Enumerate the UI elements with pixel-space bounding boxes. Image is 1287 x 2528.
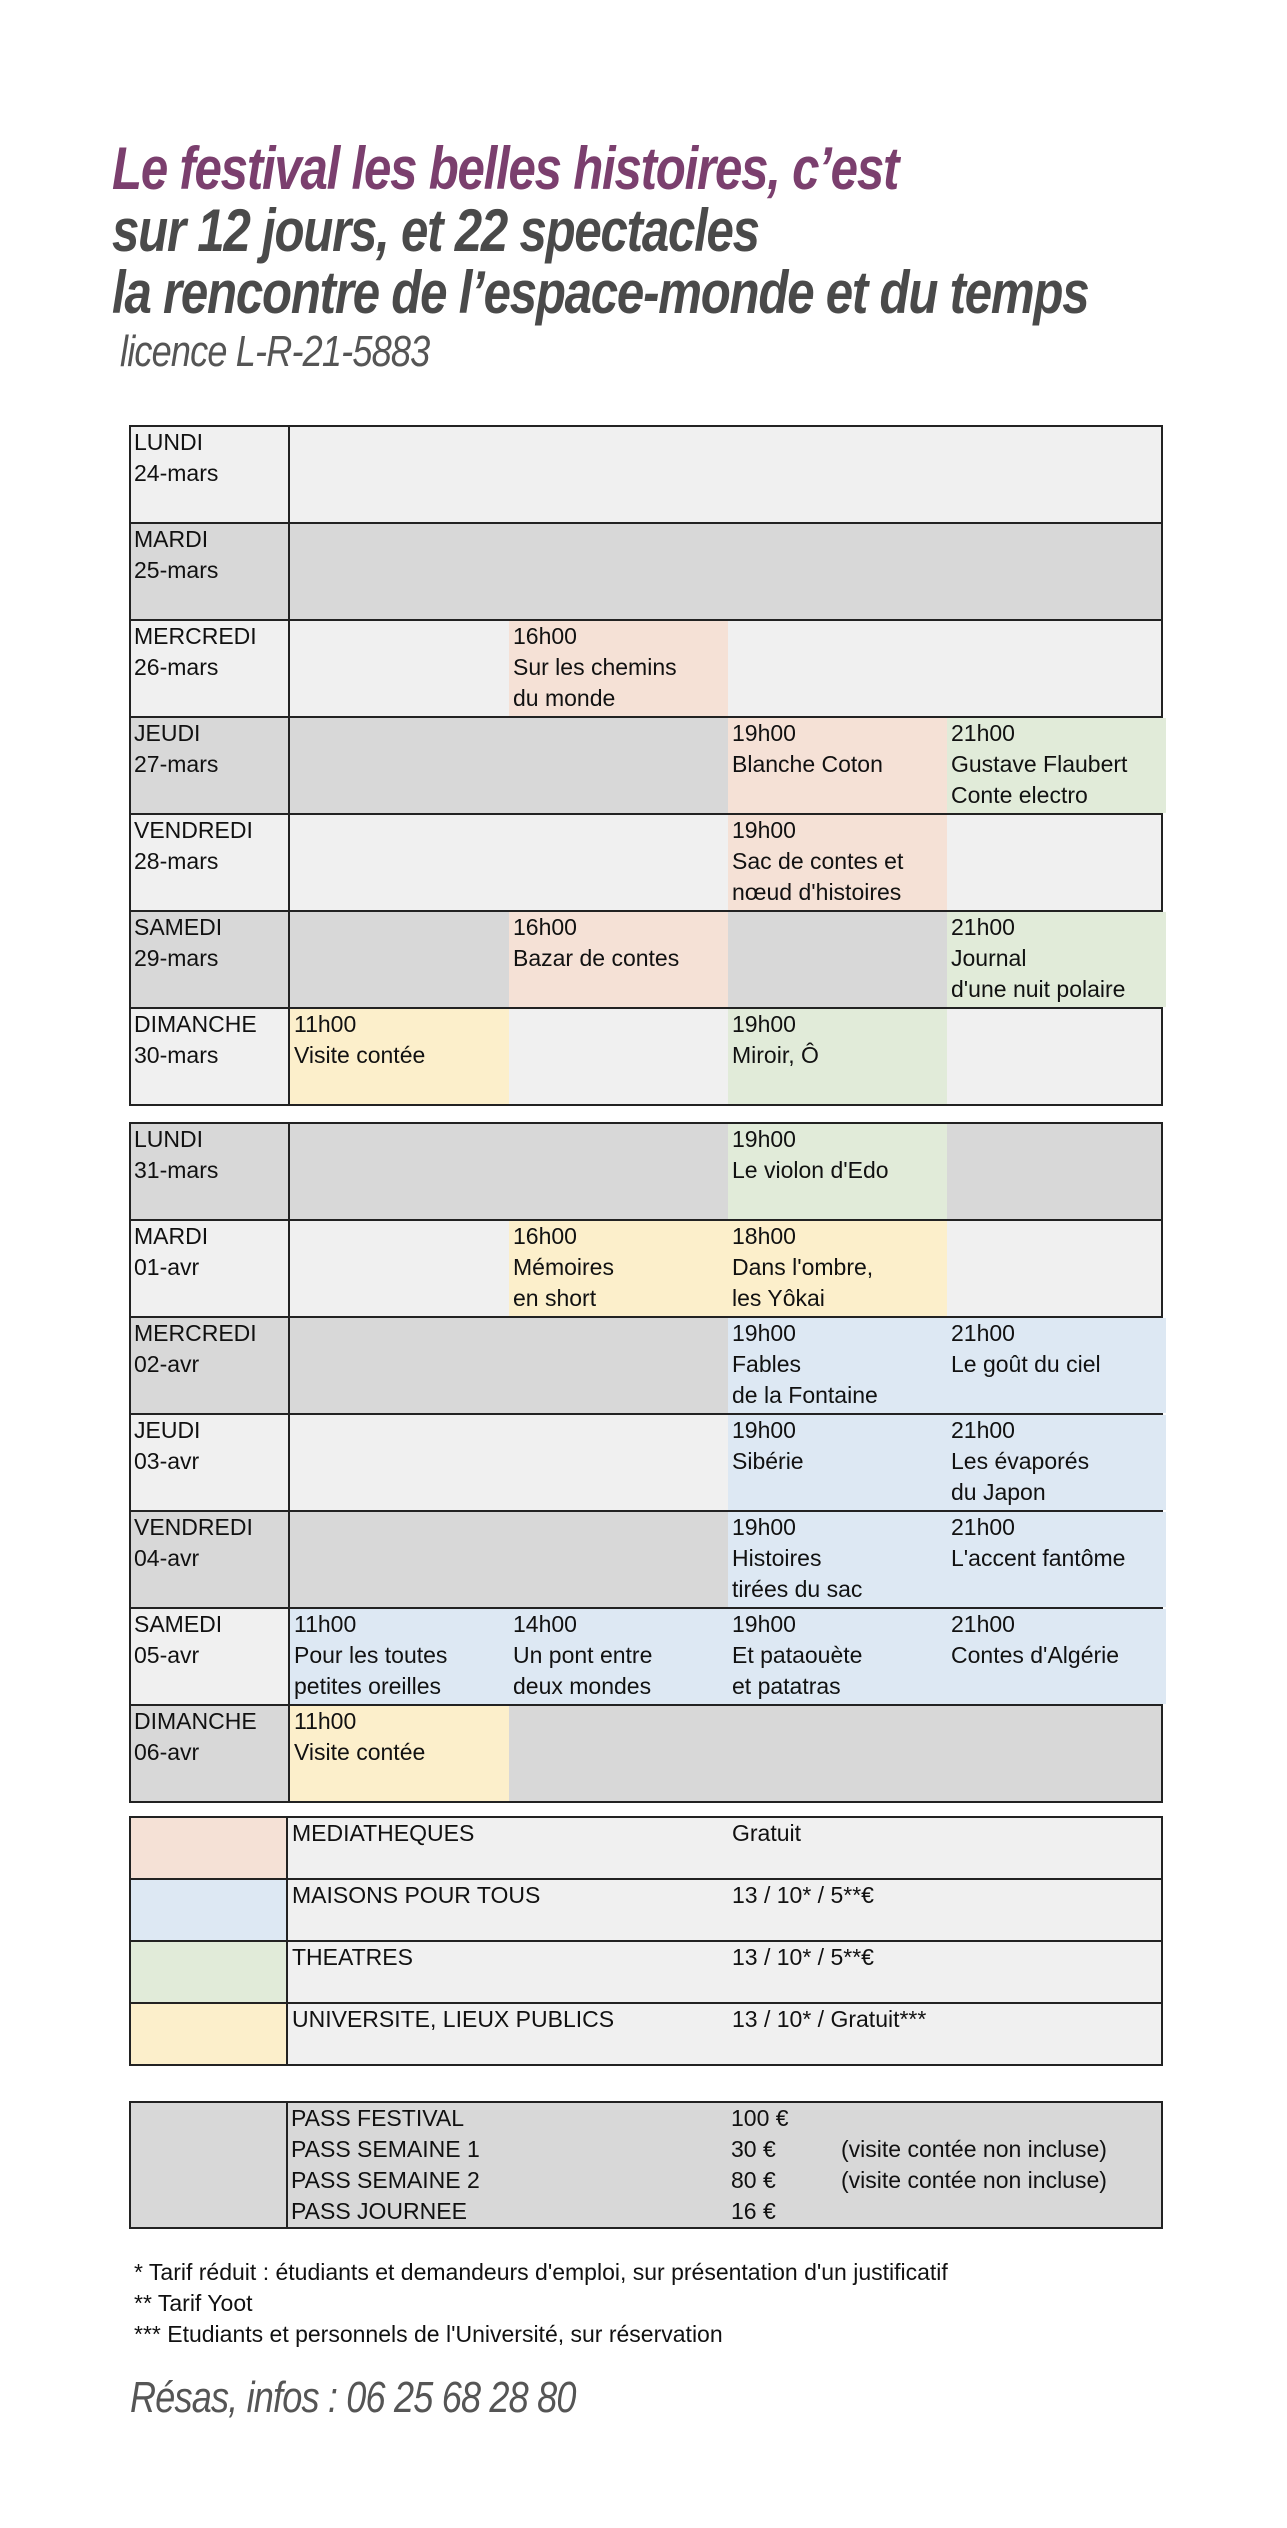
events-grid (290, 815, 1161, 910)
day-name: MERCREDI (134, 1320, 257, 1346)
empty-slot (509, 1415, 728, 1510)
event-time: 21h00 (951, 1611, 1015, 1637)
event-time: 21h00 (951, 914, 1015, 940)
events-grid (290, 718, 1161, 813)
empty-slot (728, 621, 947, 716)
event-slot (290, 1009, 509, 1104)
day-name: SAMEDI (134, 1611, 223, 1637)
day-date: 27-mars (134, 751, 219, 777)
day-date: 02-avr (134, 1351, 200, 1377)
pass-label: PASS SEMAINE 1 (291, 2136, 480, 2162)
events-grid (290, 1415, 1161, 1510)
pass-label: PASS FESTIVAL (291, 2105, 464, 2131)
legend-price: 13 / 10* / 5**€ (732, 1944, 874, 1970)
empty-slot (290, 1318, 509, 1413)
pass-row (291, 2103, 841, 2134)
day-row (130, 1317, 1162, 1414)
day-cell (130, 1317, 289, 1414)
events-cell (289, 1220, 1162, 1317)
day-row (130, 911, 1162, 1008)
event-title: Contes d'Algérie (951, 1642, 1120, 1668)
empty-slot (290, 912, 509, 1007)
event-time: 19h00 (732, 1611, 796, 1637)
legend-swatch (130, 1941, 287, 2003)
event-slot (509, 912, 728, 1007)
event-time: 11h00 (294, 1708, 357, 1734)
day-row (130, 426, 1162, 523)
empty-slot (947, 621, 1166, 716)
legend-price: 13 / 10* / 5**€ (732, 1882, 874, 1908)
event-slot (728, 1609, 947, 1704)
event-title: Sibérie (732, 1448, 804, 1474)
empty-slot (290, 1124, 509, 1219)
day-cell (130, 717, 289, 814)
event-time: 16h00 (513, 1223, 577, 1249)
legend-price: 13 / 10* / Gratuit*** (732, 2006, 927, 2032)
day-cell (130, 1414, 289, 1511)
event-title: Pour les toutes petites oreilles (294, 1642, 448, 1699)
legend-label: THEATRES (292, 1944, 413, 1970)
empty-slot (290, 1512, 509, 1607)
title-line-1: Le festival les belles histoires, c’est (112, 135, 899, 202)
day-date: 24-mars (134, 460, 219, 486)
empty-slot (290, 621, 509, 716)
day-name: MARDI (134, 526, 209, 552)
event-slot (728, 1415, 947, 1510)
event-title: Le goût du ciel (951, 1351, 1101, 1377)
title-line-3: la rencontre de l’espace-monde et du temps (112, 259, 1089, 326)
event-title: Miroir, Ô (732, 1042, 819, 1068)
event-slot (728, 1318, 947, 1413)
event-time: 19h00 (732, 1417, 796, 1443)
day-date: 30-mars (134, 1042, 219, 1068)
day-row (130, 1123, 1162, 1220)
events-cell (289, 1123, 1162, 1220)
day-cell (130, 1511, 289, 1608)
day-row (130, 1705, 1162, 1802)
empty-slot (290, 718, 509, 813)
event-slot (509, 1221, 728, 1316)
pass-label: PASS SEMAINE 2 (291, 2167, 480, 2193)
empty-slot (509, 815, 728, 910)
empty-slot (728, 912, 947, 1007)
events-cell (289, 523, 1162, 620)
event-title: Le violon d'Edo (732, 1157, 889, 1183)
event-title: Dans l'ombre, les Yôkai (732, 1254, 874, 1311)
event-slot (290, 1706, 509, 1801)
empty-slot (947, 1124, 1166, 1219)
schedule-week-1 (129, 425, 1163, 1106)
empty-slot (290, 524, 509, 619)
day-date: 31-mars (134, 1157, 219, 1183)
day-date: 06-avr (134, 1739, 200, 1765)
event-time: 19h00 (732, 1126, 796, 1152)
legend-text (287, 1879, 1162, 1941)
legend-label: MEDIATHEQUES (292, 1820, 475, 1846)
day-name: LUNDI (134, 1126, 204, 1152)
events-cell (289, 911, 1162, 1008)
day-row (130, 1414, 1162, 1511)
legend-label: UNIVERSITE, LIEUX PUBLICS (292, 2006, 615, 2032)
day-name: MERCREDI (134, 623, 257, 649)
event-title: Sur les chemins du monde (513, 654, 677, 711)
event-title: Journal d'une nuit polaire (951, 945, 1126, 1002)
empty-slot (947, 815, 1166, 910)
event-title: Les évaporés du Japon (951, 1448, 1090, 1505)
empty-slot (290, 427, 509, 522)
empty-slot (509, 1009, 728, 1104)
day-name: MARDI (134, 1223, 209, 1249)
pass-price: 100 € (731, 2105, 789, 2131)
event-slot (947, 718, 1166, 813)
pass-note: (visite contée non incluse) (841, 2136, 1107, 2162)
day-row (130, 1608, 1162, 1705)
event-time: 19h00 (732, 720, 796, 746)
day-date: 28-mars (134, 848, 219, 874)
event-title: Blanche Coton (732, 751, 883, 777)
day-row (130, 1220, 1162, 1317)
events-cell (289, 1608, 1162, 1705)
legend-row (130, 1817, 1162, 1879)
legend-swatch (130, 1817, 287, 1879)
event-slot (728, 1221, 947, 1316)
empty-slot (728, 427, 947, 522)
day-cell (130, 1123, 289, 1220)
legend-row (130, 1879, 1162, 1941)
day-row (130, 717, 1162, 814)
events-cell (289, 426, 1162, 523)
day-cell (130, 620, 289, 717)
day-date: 01-avr (134, 1254, 200, 1280)
pass-price: 30 € (731, 2136, 776, 2162)
events-grid (290, 912, 1161, 1007)
event-time: 11h00 (294, 1011, 357, 1037)
schedule-week-2 (129, 1122, 1163, 1803)
licence-number: licence L-R-21-5883 (120, 327, 430, 376)
event-time: 19h00 (732, 817, 796, 843)
day-date: 04-avr (134, 1545, 200, 1571)
event-slot (728, 1124, 947, 1219)
events-grid (290, 1609, 1161, 1704)
day-cell (130, 1008, 289, 1105)
empty-slot (290, 1221, 509, 1316)
footnote: ** Tarif Yoot (134, 2290, 253, 2316)
day-name: JEUDI (134, 1417, 201, 1443)
empty-slot (509, 1512, 728, 1607)
legend-text (287, 1941, 1162, 2003)
day-cell (130, 911, 289, 1008)
day-name: VENDREDI (134, 817, 253, 843)
event-title: L'accent fantôme (951, 1545, 1126, 1571)
day-date: 25-mars (134, 557, 219, 583)
events-cell (289, 717, 1162, 814)
empty-slot (728, 524, 947, 619)
empty-slot (290, 1415, 509, 1510)
day-date: 03-avr (134, 1448, 200, 1474)
events-cell (289, 1317, 1162, 1414)
events-grid (290, 1124, 1161, 1219)
event-slot (947, 1512, 1166, 1607)
event-slot (290, 1609, 509, 1704)
day-date: 26-mars (134, 654, 219, 680)
day-cell (130, 523, 289, 620)
event-time: 11h00 (294, 1611, 357, 1637)
events-grid (290, 427, 1161, 522)
footnote: * Tarif réduit : étudiants et demandeurs d'emploi, sur présentation d'un justificatif (134, 2259, 948, 2285)
event-slot (947, 912, 1166, 1007)
pass-price: 80 € (731, 2167, 776, 2193)
event-slot (728, 815, 947, 910)
event-slot (509, 621, 728, 716)
event-time: 19h00 (732, 1320, 796, 1346)
footnotes (134, 2257, 948, 2350)
title-line-2: sur 12 jours, et 22 spectacles (112, 197, 759, 264)
empty-slot (947, 1221, 1166, 1316)
event-title: Sac de contes et nœud d'histoires (732, 848, 904, 905)
legend-text (287, 2003, 1162, 2065)
day-name: DIMANCHE (134, 1708, 257, 1734)
footnote: *** Etudiants et personnels de l'Université, sur réservation (134, 2321, 723, 2347)
event-slot (728, 1009, 947, 1104)
pass-row (291, 2165, 1107, 2196)
pass-divider (286, 2103, 288, 2227)
empty-slot (947, 1009, 1166, 1104)
day-cell (130, 814, 289, 911)
event-time: 16h00 (513, 914, 577, 940)
event-slot (947, 1318, 1166, 1413)
empty-slot (509, 524, 728, 619)
pass-price: 16 € (731, 2198, 776, 2224)
event-title: Mémoires en short (513, 1254, 614, 1311)
pass-prices (129, 2101, 1163, 2229)
event-title: Histoires tirées du sac (732, 1545, 863, 1602)
legend-label: MAISONS POUR TOUS (292, 1882, 541, 1908)
pass-note: (visite contée non incluse) (841, 2167, 1107, 2193)
day-name: LUNDI (134, 429, 204, 455)
day-name: SAMEDI (134, 914, 223, 940)
header (112, 135, 1287, 380)
event-time: 21h00 (951, 720, 1015, 746)
empty-slot (509, 1706, 728, 1801)
day-cell (130, 426, 289, 523)
empty-slot (728, 1706, 947, 1801)
empty-slot (947, 1706, 1166, 1801)
event-title: Gustave Flaubert Conte electro (951, 751, 1128, 808)
legend-row (130, 1941, 1162, 2003)
day-name: JEUDI (134, 720, 201, 746)
legend-row (130, 2003, 1162, 2065)
pass-label: PASS JOURNEE (291, 2198, 467, 2224)
events-grid (290, 1009, 1161, 1104)
day-cell (130, 1705, 289, 1802)
event-slot (728, 1512, 947, 1607)
pass-row (291, 2134, 1107, 2165)
legend-swatch (130, 1879, 287, 1941)
day-row (130, 814, 1162, 911)
legend-swatch (130, 2003, 287, 2065)
day-name: VENDREDI (134, 1514, 253, 1540)
event-title: Un pont entre deux mondes (513, 1642, 653, 1699)
empty-slot (509, 1124, 728, 1219)
events-cell (289, 1511, 1162, 1608)
event-time: 21h00 (951, 1514, 1015, 1540)
events-grid (290, 1706, 1161, 1801)
legend-text (287, 1817, 1162, 1879)
event-title: Bazar de contes (513, 945, 680, 971)
day-row (130, 1008, 1162, 1105)
event-slot (509, 1609, 728, 1704)
day-date: 29-mars (134, 945, 219, 971)
event-time: 16h00 (513, 623, 577, 649)
event-title: Fables de la Fontaine (732, 1351, 878, 1408)
events-grid (290, 1318, 1161, 1413)
events-cell (289, 1414, 1162, 1511)
event-title: Visite contée (294, 1739, 426, 1765)
empty-slot (290, 815, 509, 910)
event-time: 18h00 (732, 1223, 796, 1249)
day-cell (130, 1608, 289, 1705)
events-grid (290, 524, 1161, 619)
events-grid (290, 621, 1161, 716)
event-title: Et pataouète et patatras (732, 1642, 863, 1699)
event-time: 19h00 (732, 1514, 796, 1540)
event-slot (728, 718, 947, 813)
venue-price-legend (129, 1816, 1163, 2066)
empty-slot (947, 524, 1166, 619)
day-row (130, 523, 1162, 620)
day-row (130, 620, 1162, 717)
events-cell (289, 1705, 1162, 1802)
contact-line: Résas, infos : 06 25 68 28 80 (130, 2373, 576, 2422)
event-time: 21h00 (951, 1320, 1015, 1346)
event-time: 19h00 (732, 1011, 796, 1037)
event-slot (947, 1609, 1166, 1704)
events-cell (289, 814, 1162, 911)
event-time: 21h00 (951, 1417, 1015, 1443)
event-time: 14h00 (513, 1611, 577, 1637)
events-grid (290, 1221, 1161, 1316)
events-grid (290, 1512, 1161, 1607)
empty-slot (509, 427, 728, 522)
day-date: 05-avr (134, 1642, 200, 1668)
event-title: Visite contée (294, 1042, 426, 1068)
day-name: DIMANCHE (134, 1011, 257, 1037)
legend-price: Gratuit (732, 1820, 802, 1846)
day-row (130, 1511, 1162, 1608)
pass-row (291, 2196, 841, 2227)
event-slot (947, 1415, 1166, 1510)
day-cell (130, 1220, 289, 1317)
events-cell (289, 1008, 1162, 1105)
empty-slot (509, 1318, 728, 1413)
empty-slot (509, 718, 728, 813)
empty-slot (947, 427, 1166, 522)
events-cell (289, 620, 1162, 717)
